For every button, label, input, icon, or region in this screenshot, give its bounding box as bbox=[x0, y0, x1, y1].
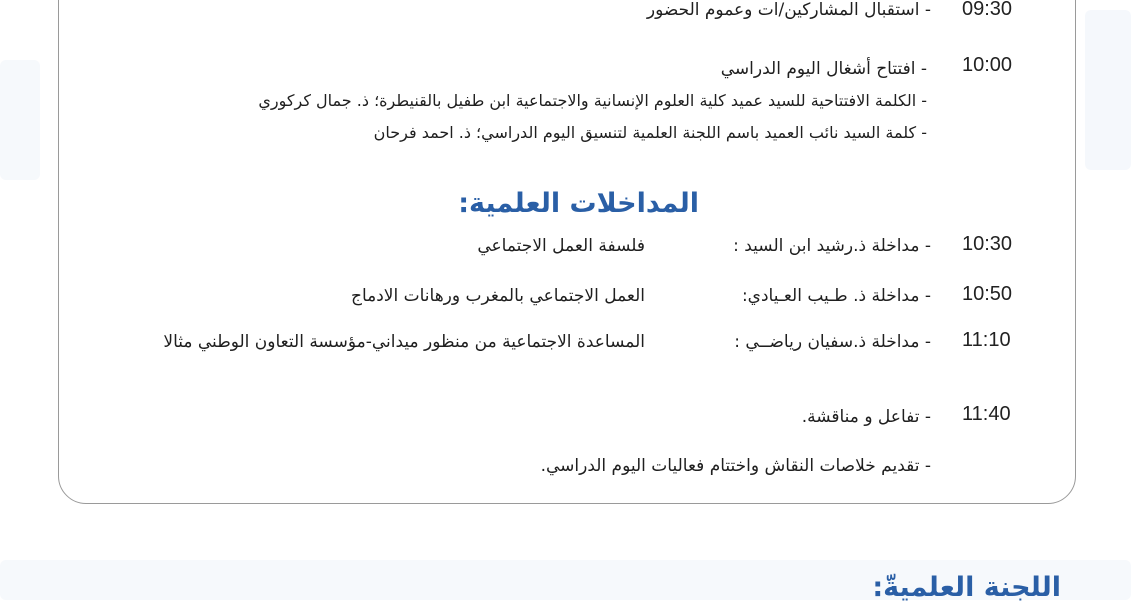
interventions-heading: المداخلات العلمية: bbox=[458, 188, 699, 219]
speaker-label: - مداخلة ذ. طـيب العـيادي: bbox=[741, 286, 931, 306]
program-time: 10:50 bbox=[962, 283, 1013, 305]
program-item: - تقديم خلاصات النقاش واختتام فعاليات اليوم الدراسي. bbox=[540, 456, 931, 476]
program-time: 10:00 bbox=[962, 54, 1013, 76]
speaker-label: - مداخلة ذ.سفيان رياضــي : bbox=[734, 332, 931, 352]
program-item: - الكلمة الافتتاحية للسيد عميد كلية العلوم الإنسانية والاجتماعية ابن طفيل بالقنيطرة؛ ذ. جمال كركوري bbox=[258, 91, 927, 110]
speaker-label: - مداخلة ذ.رشيد ابن السيد : bbox=[733, 236, 931, 256]
program-time: 09:30 bbox=[962, 0, 1013, 20]
program-item: - تفاعل و مناقشة. bbox=[801, 407, 931, 427]
intervention-topic: العمل الاجتماعي بالمغرب ورهانات الادماج bbox=[350, 286, 645, 306]
program-item: - افتتاح أشغال اليوم الدراسي bbox=[720, 59, 927, 79]
background-watermark bbox=[0, 60, 40, 180]
program-time: 10:30 bbox=[962, 233, 1013, 255]
intervention-topic: المساعدة الاجتماعية من منظور ميداني-مؤسسة التعاون الوطني مثالا bbox=[163, 332, 645, 352]
program-time: 11:40 bbox=[962, 403, 1011, 425]
program-time: 11:10 bbox=[962, 329, 1011, 351]
background-watermark bbox=[1085, 10, 1131, 170]
committee-heading: اللجنة العلميةّ: bbox=[872, 572, 1061, 603]
intervention-topic: فلسفة العمل الاجتماعي bbox=[477, 236, 645, 256]
program-item: - استقبال المشاركين/ات وعموم الحضور bbox=[646, 0, 931, 20]
program-item: - كلمة السيد نائب العميد باسم اللجنة العلمية لتنسيق اليوم الدراسي؛ ذ. احمد فرحان bbox=[373, 123, 927, 142]
